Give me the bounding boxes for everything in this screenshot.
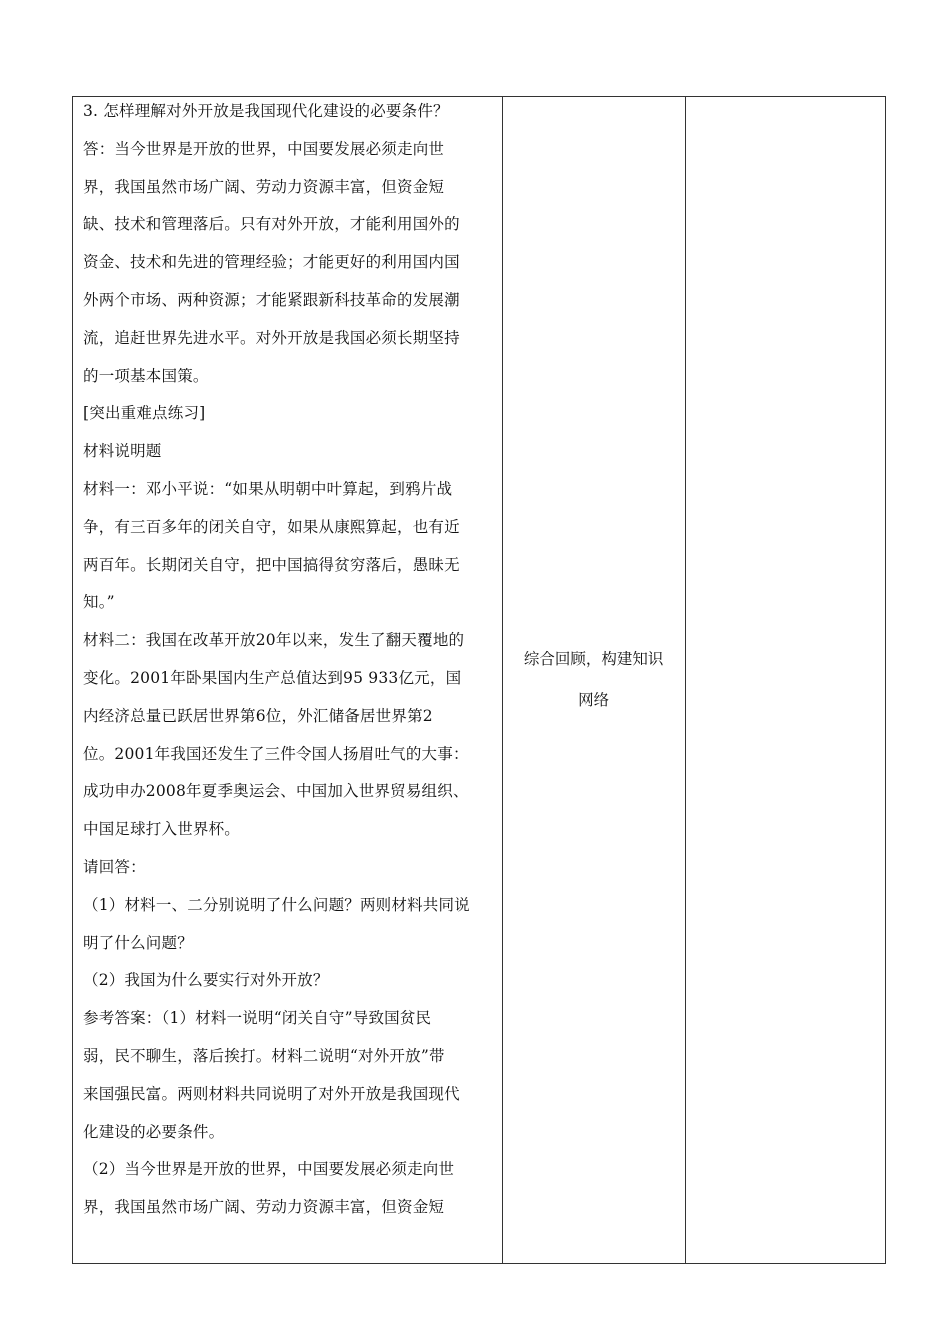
content-line: 变化。2001年卧果国内生产总值达到95 933亿元，国 <box>83 668 462 687</box>
content-line: 争，有三百多年的闭关自守，如果从康熙算起，也有近 <box>83 517 460 536</box>
content-line: 材料二：我国在改革开放20年以来，发生了翻天覆地的 <box>83 631 465 650</box>
lesson-table <box>72 96 886 1264</box>
lesson-row <box>73 97 886 1264</box>
activity-cell <box>502 97 685 1264</box>
content-line: 位。2001年我国还发生了三件令国人扬眉吐气的大事： <box>83 744 469 763</box>
content-line: 知。” <box>83 593 115 612</box>
content-line: 明了什么问题？ <box>83 933 193 952</box>
content-line: 的一项基本国策。 <box>83 366 209 385</box>
content-line: 弱，民不聊生，落后挨打。材料二说明“对外开放”带 <box>83 1046 445 1065</box>
content-line: 缺、技术和管理落后。只有对外开放，才能利用国外的 <box>83 215 460 234</box>
content-line: 来国强民富。两则材料共同说明了对外开放是我国现代 <box>83 1084 460 1103</box>
section-heading: [突出重难点练习] <box>83 404 206 423</box>
content-line: 界，我国虽然市场广阔、劳动力资源丰富，但资金短 <box>83 177 445 196</box>
content-line: 外两个市场、两种资源；才能紧跟新科技革命的发展潮 <box>83 290 460 309</box>
content-line: （1）材料一、二分别说明了什么问题？两则材料共同说 <box>83 895 470 914</box>
content-line: 中国足球打入世界杯。 <box>83 820 241 839</box>
content-line: （2）当今世界是开放的世界，中国要发展必须走向世 <box>83 1160 455 1179</box>
content-line: 界，我国虽然市场广阔、劳动力资源丰富，但资金短 <box>83 1198 445 1217</box>
content-line: 资金、技术和先进的管理经验；才能更好的利用国内国 <box>83 253 460 272</box>
content-line: 材料说明题 <box>83 442 162 461</box>
activity-line: 网络 <box>578 691 610 709</box>
activity-line: 综合回顾，构建知识 <box>523 650 664 668</box>
content-line: （2）我国为什么要实行对外开放？ <box>83 971 329 990</box>
notes-cell <box>685 97 885 1264</box>
content-line: 答：当今世界是开放的世界，中国要发展必须走向世 <box>83 139 445 158</box>
content-line: 成功申办2008年夏季奥运会、中国加入世界贸易组织、 <box>83 782 469 801</box>
content-line: 请回答： <box>83 857 146 876</box>
content-line: 两百年。长期闭关自守，把中国搞得贫穷落后，愚昧无 <box>83 555 460 574</box>
content-line: 流，追赶世界先进水平。对外开放是我国必须长期坚持 <box>83 328 460 347</box>
content-line: 3. 怎样理解对外开放是我国现代化建设的必要条件？ <box>83 102 449 120</box>
content-cell <box>73 97 503 1264</box>
content-line: 化建设的必要条件。 <box>83 1122 225 1141</box>
content-line: 材料一：邓小平说：“如果从明朝中叶算起，到鸦片战 <box>83 479 453 498</box>
content-line: 参考答案：（1）材料一说明“闭关自守”导致国贫民 <box>83 1009 432 1028</box>
content-line: 内经济总量已跃居世界第6位，外汇储备居世界第2 <box>83 706 433 725</box>
